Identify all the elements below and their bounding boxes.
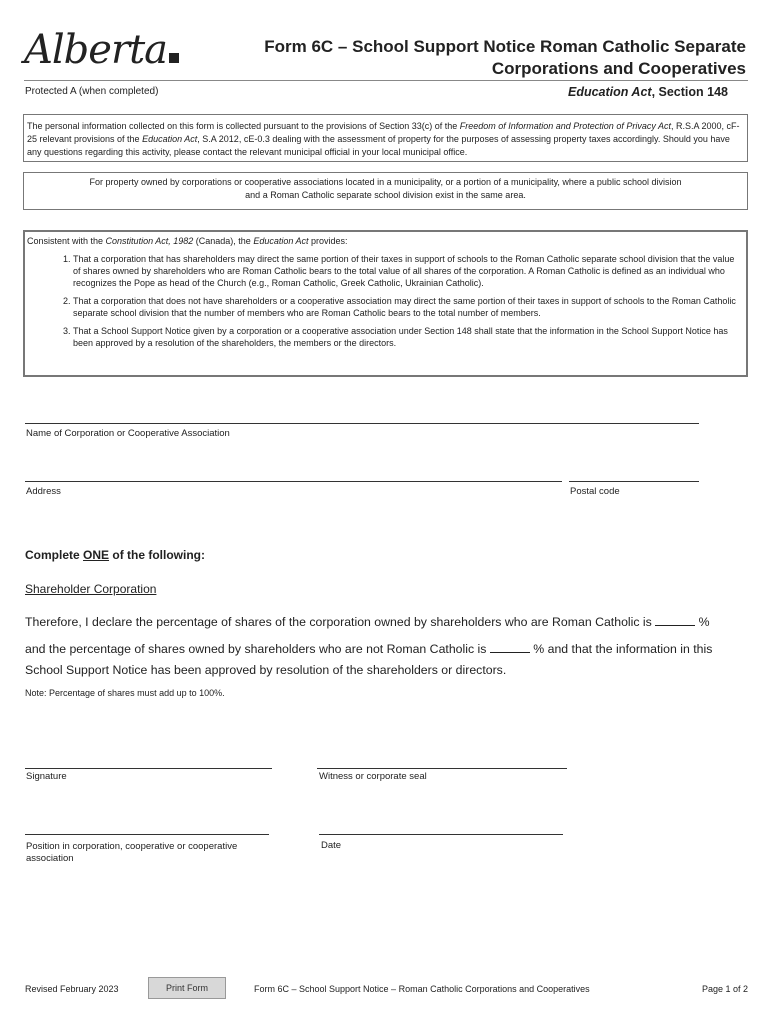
scope-notice: For property owned by corporations or cooperative associations located in a municipality, or a portion of a municipality, where a public school division and a Roman Catholic separate school division exist in the same area. [23, 172, 748, 210]
act-section: , Section 148 [651, 85, 728, 99]
privacy-text-3: , S.A 2012, cE-0.3 dealing with the assessment of property for the purposes of assessing property taxes accordingly. Should you have any questions regarding this activity, please contact the relevant municipal official in your local municipal office. [27, 134, 730, 157]
privacy-education-act: Education Act [142, 134, 198, 144]
declaration-text-1: Therefore, I declare the percentage of shares of the corporation owned by shareholders who are Roman Catholic is [25, 615, 652, 629]
postal-code-field[interactable] [569, 481, 699, 482]
complete-pre: Complete [25, 548, 84, 562]
act-reference [568, 85, 728, 99]
intro-text-e: provides: [308, 236, 348, 246]
title-line-2: Corporations and Cooperatives [491, 59, 746, 78]
alberta-logo [24, 27, 179, 73]
name-label: Name of Corporation or Cooperative Association [26, 428, 230, 439]
logo-text: Alberta [24, 27, 167, 73]
header-divider [24, 80, 748, 81]
roman-catholic-percentage-input[interactable] [655, 613, 695, 626]
print-form-button[interactable]: Print Form [148, 977, 226, 999]
position-field[interactable] [25, 834, 269, 835]
privacy-text-2: , R.S.A 2000, cF-25 relevant provisions of the [27, 121, 740, 144]
privacy-foip-act: Freedom of Information and Protection of Privacy Act [459, 121, 671, 131]
provision-item: 3. That a School Support Notice given by a corporation or a cooperative association under Section 148 shall state that the information in the School Support Notice has been approved by a resolution of the shareholders, the members or the directors. [73, 325, 738, 349]
declaration-line-1 [25, 613, 710, 629]
percentage-note: Note: Percentage of shares must add up to 100%. [25, 688, 225, 698]
title-line-1: Form 6C – School Support Notice Roman Catholic Separate [264, 37, 746, 56]
address-label: Address [26, 486, 61, 497]
witness-field[interactable] [317, 768, 567, 769]
declaration-text-2b: and that the information in this [547, 642, 713, 656]
revised-date: Revised February 2023 [25, 984, 119, 994]
logo-flag-icon [169, 53, 179, 63]
footer-form-name: Form 6C – School Support Notice – Roman Catholic Corporations and Cooperatives [254, 984, 590, 994]
provisions-list [27, 253, 744, 349]
complete-one-heading [25, 548, 205, 562]
name-field[interactable] [25, 423, 699, 424]
privacy-notice [23, 114, 748, 162]
shareholder-corporation-heading: Shareholder Corporation [25, 582, 157, 596]
provision-item: 2. That a corporation that does not have shareholders or a cooperative association may direct the same portion of their taxes in support of schools to the Roman Catholic separate school division that the number of members who are Roman Catholic bears to the total number of members. [73, 295, 738, 319]
non-catholic-percentage-input[interactable] [490, 640, 530, 653]
witness-label: Witness or corporate seal [319, 771, 427, 782]
complete-one: ONE [83, 548, 110, 562]
intro-education-act: Education Act [253, 236, 309, 246]
position-label: Position in corporation, cooperative or cooperative association [26, 841, 238, 864]
page-number: Page 1 of 2 [701, 984, 748, 994]
signature-label: Signature [26, 771, 67, 782]
form-title [226, 36, 746, 80]
percent-sign: % [533, 642, 545, 656]
intro-constitution-act: Constitution Act, 1982 [105, 236, 194, 246]
date-label: Date [321, 840, 342, 851]
complete-post: of the following: [109, 548, 206, 562]
intro-text-c: (Canada), the [193, 236, 254, 246]
provisions-intro [27, 235, 744, 247]
privacy-text-1: The personal information collected on this form is collected pursuant to the provisions of Section 33(c) of the [27, 121, 460, 131]
provisions-box [23, 230, 748, 377]
percent-sign: % [698, 615, 710, 629]
address-field[interactable] [25, 481, 562, 482]
declaration-line-3: School Support Notice has been approved by resolution of the shareholders or directors. [25, 663, 507, 677]
declaration-text-2a: and the percentage of shares owned by shareholders who are not Roman Catholic is [25, 642, 487, 656]
provision-item: 1. That a corporation that has shareholders may direct the same portion of their taxes in support of schools to the Roman Catholic separate school division that the value of shares owned by shareholders who are Roman Catholic bears to the total value of all shares of the corporation. A Roman Catholic is defined as an individual who recognizes the Pope as head of the Church (e.g., Roman Catholic, Greek Catholic, Ukrainian Catholic). [73, 253, 738, 289]
intro-text-a: Consistent with the [27, 236, 106, 246]
signature-field[interactable] [25, 768, 272, 769]
declaration-line-2 [25, 640, 712, 656]
protected-label: Protected A (when completed) [25, 86, 159, 97]
postal-code-label: Postal code [570, 486, 620, 497]
date-field[interactable] [319, 834, 563, 835]
act-name: Education Act [567, 85, 652, 99]
